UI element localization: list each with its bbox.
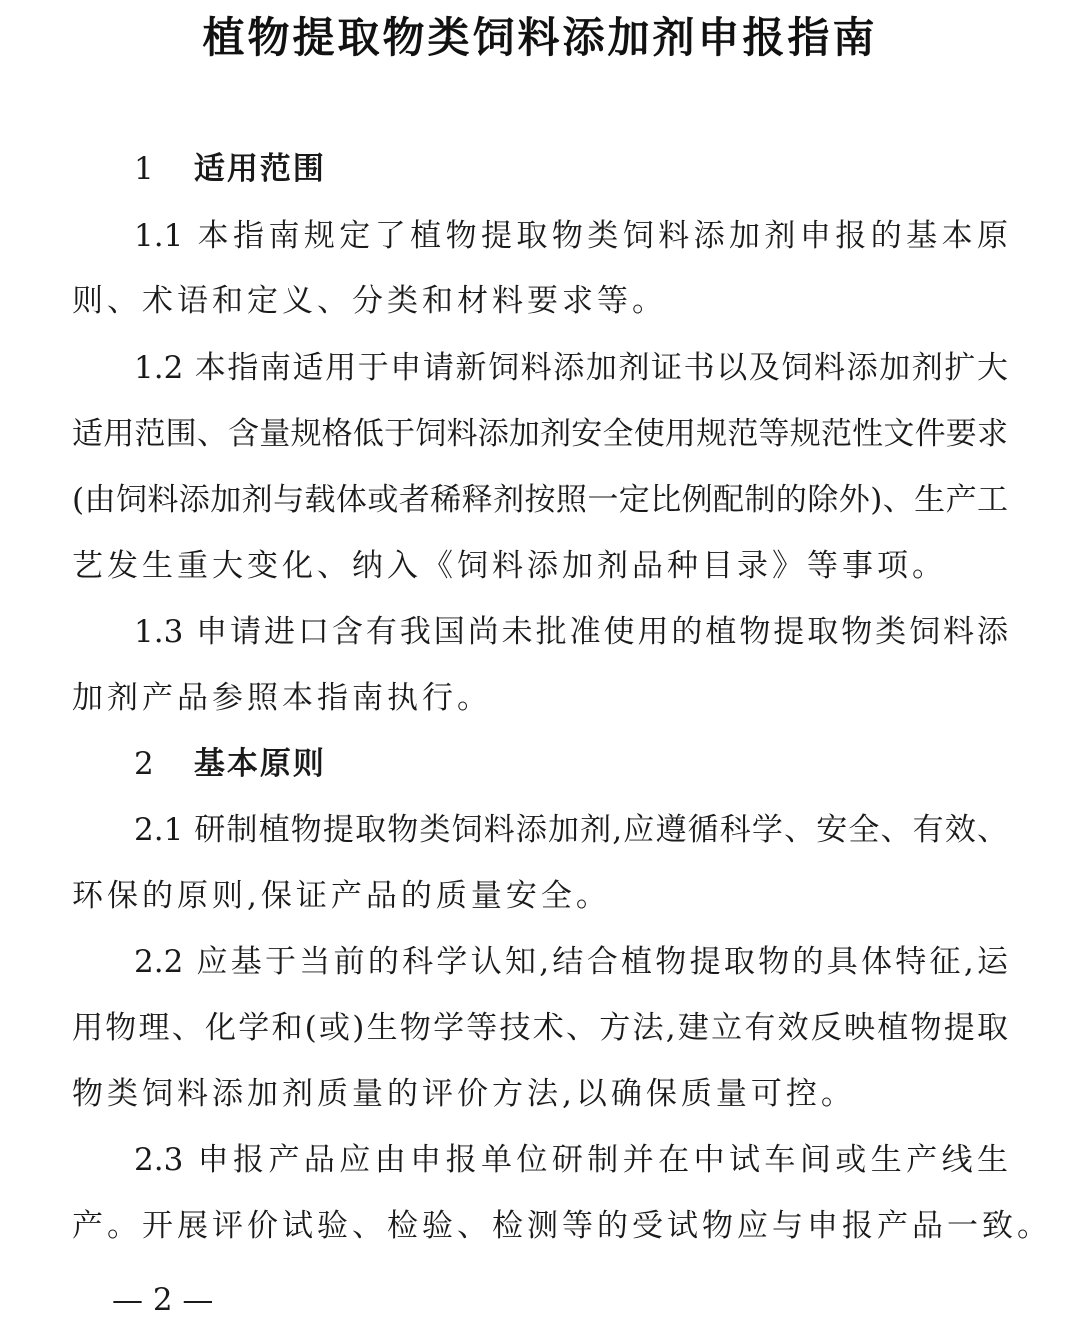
paragraph-line: 用物理、化学和(或)生物学等技术、方法,建立有效反映植物提取 xyxy=(72,1010,1008,1046)
paragraph-line: 产。开展评价试验、检验、检测等的受试物应与申报产品一致。 xyxy=(72,1208,1052,1244)
paragraph-line: 则、术语和定义、分类和材料要求等。 xyxy=(72,283,667,319)
paragraph-line: 2.2 应基于当前的科学认知,结合植物提取物的具体特征,运 xyxy=(134,944,1008,980)
paragraph-line: 1.1 本指南规定了植物提取物类饲料添加剂申报的基本原 xyxy=(134,218,1008,254)
paragraph-line: 2.3 申报产品应由申报单位研制并在中试车间或生产线生 xyxy=(134,1142,1008,1178)
section-heading xyxy=(134,147,326,191)
paragraph-line: 2.1 研制植物提取物类饲料添加剂,应遵循科学、安全、有效、 xyxy=(134,812,1008,848)
section-heading xyxy=(134,742,326,786)
paragraph-line: 1.3 申请进口含有我国尚未批准使用的植物提取物类饲料添 xyxy=(134,614,1008,650)
section-title: 适用范围 xyxy=(193,151,326,187)
paragraph-line: 适用范围、含量规格低于饲料添加剂安全使用规范等规范性文件要求 xyxy=(72,416,1008,452)
paragraph-line: 加剂产品参照本指南执行。 xyxy=(72,680,492,716)
page-number: — 2 — xyxy=(112,1282,214,1318)
section-number: 1 xyxy=(134,151,154,187)
paragraph-line: 1.2 本指南适用于申请新饲料添加剂证书以及饲料添加剂扩大 xyxy=(134,350,1008,386)
section-title: 基本原则 xyxy=(193,746,326,782)
paragraph-line: 物类饲料添加剂质量的评价方法,以确保质量可控。 xyxy=(72,1076,856,1112)
paragraph-line: 艺发生重大变化、纳入《饲料添加剂品种目录》等事项。 xyxy=(72,548,947,584)
document-title: 植物提取物类饲料添加剂申报指南 xyxy=(202,13,878,62)
paragraph-line: 环保的原则,保证产品的质量安全。 xyxy=(72,878,611,914)
paragraph-line: (由饲料添加剂与载体或者稀释剂按照一定比例配制的除外)、生产工 xyxy=(72,482,1008,518)
section-number: 2 xyxy=(134,746,154,782)
